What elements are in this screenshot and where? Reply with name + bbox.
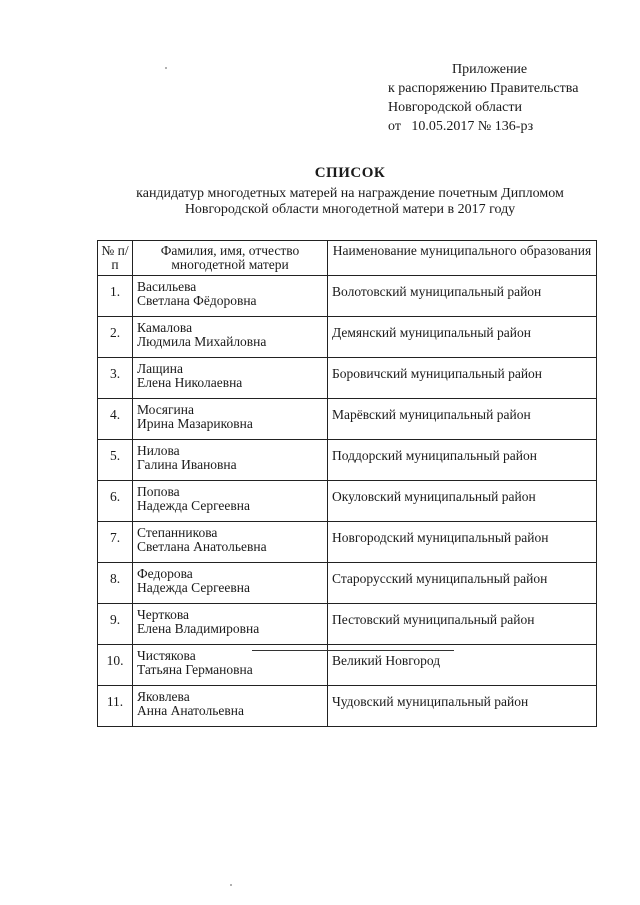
document-subtitle-line-2: Новгородской области многодетной матери в 2017 году [184, 202, 516, 217]
header-full-name: Фамилия, имя, отчество многодетной матери [133, 241, 328, 276]
row-given-names: Надежда Сергеевна [137, 498, 251, 513]
table-body [98, 276, 597, 727]
row-surname: Яковлева [137, 689, 190, 704]
row-municipality: Волотовский муниципальный район [328, 276, 597, 317]
row-surname: Васильева [137, 279, 197, 294]
row-municipality: Чудовский муниципальный район [328, 686, 597, 727]
appendix-title: Приложение [452, 62, 528, 77]
document-subtitle-line-1: кандидатур многодетных матерей на награждение почетным Дипломом [136, 186, 564, 201]
row-given-names: Татьяна Германовна [137, 662, 253, 677]
row-municipality: Новгородский муниципальный район [328, 522, 597, 563]
row-municipality: Пестовский муниципальный район [328, 604, 597, 645]
row-number: 7. [98, 522, 133, 563]
row-surname: Камалова [137, 320, 193, 335]
row-surname: Попова [137, 484, 180, 499]
table-row [98, 317, 597, 358]
row-full-name [133, 399, 328, 440]
row-number: 8. [98, 563, 133, 604]
row-full-name [133, 604, 328, 645]
row-number: 2. [98, 317, 133, 358]
appendix-region: Новгородской области [388, 100, 522, 115]
row-surname: Лащина [137, 361, 183, 376]
row-number: 4. [98, 399, 133, 440]
row-full-name [133, 481, 328, 522]
document-title: СПИСОК [314, 165, 386, 181]
row-number: 9. [98, 604, 133, 645]
row-given-names: Галина Ивановна [137, 457, 237, 472]
table-row [98, 399, 597, 440]
row-surname: Федорова [137, 566, 193, 581]
row-number: 10. [98, 645, 133, 686]
row-full-name [133, 440, 328, 481]
table-row [98, 522, 597, 563]
row-municipality: Поддорский муниципальный район [328, 440, 597, 481]
row-municipality: Боровичский муниципальный район [328, 358, 597, 399]
row-surname: Чистякова [137, 648, 196, 663]
row-given-names: Анна Анатольевна [137, 703, 244, 718]
row-number: 11. [98, 686, 133, 727]
row-given-names: Людмила Михайловна [137, 334, 267, 349]
table-row [98, 358, 597, 399]
row-full-name [133, 317, 328, 358]
scan-speck [165, 67, 167, 69]
row-full-name [133, 522, 328, 563]
row-given-names: Елена Николаевна [137, 375, 243, 390]
appendix-block [388, 60, 578, 136]
row-full-name [133, 563, 328, 604]
appendix-reference: к распоряжению Правительства [388, 81, 579, 96]
row-municipality: Марёвский муниципальный район [328, 399, 597, 440]
row-full-name [133, 686, 328, 727]
row-surname: Степанникова [137, 525, 218, 540]
row-given-names: Елена Владимировна [137, 621, 260, 636]
closing-rule [252, 650, 454, 651]
appendix-date-number: от 10.05.2017 № 136-рз [388, 119, 534, 134]
row-surname: Черткова [137, 607, 190, 622]
header-municipality: Наименование муниципального образования [328, 241, 597, 276]
candidates-table [97, 240, 597, 727]
row-number: 3. [98, 358, 133, 399]
scan-speck [230, 884, 232, 886]
document-heading [100, 165, 600, 218]
row-number: 5. [98, 440, 133, 481]
table-header-row [98, 241, 597, 276]
table-row [98, 686, 597, 727]
row-surname: Мосягина [137, 402, 194, 417]
table-row [98, 604, 597, 645]
table-row [98, 276, 597, 317]
table-row [98, 481, 597, 522]
row-municipality: Демянский муниципальный район [328, 317, 597, 358]
row-number: 6. [98, 481, 133, 522]
row-given-names: Надежда Сергеевна [137, 580, 251, 595]
row-municipality: Великий Новгород [328, 645, 597, 686]
row-given-names: Светлана Фёдоровна [137, 293, 257, 308]
row-municipality: Старорусский муниципальный район [328, 563, 597, 604]
table-row [98, 563, 597, 604]
header-number: № п/п [98, 241, 133, 276]
table-row [98, 440, 597, 481]
row-given-names: Ирина Мазариковна [137, 416, 253, 431]
row-municipality: Окуловский муниципальный район [328, 481, 597, 522]
row-number: 1. [98, 276, 133, 317]
row-full-name [133, 358, 328, 399]
row-given-names: Светлана Анатольевна [137, 539, 267, 554]
row-surname: Нилова [137, 443, 180, 458]
row-full-name [133, 276, 328, 317]
